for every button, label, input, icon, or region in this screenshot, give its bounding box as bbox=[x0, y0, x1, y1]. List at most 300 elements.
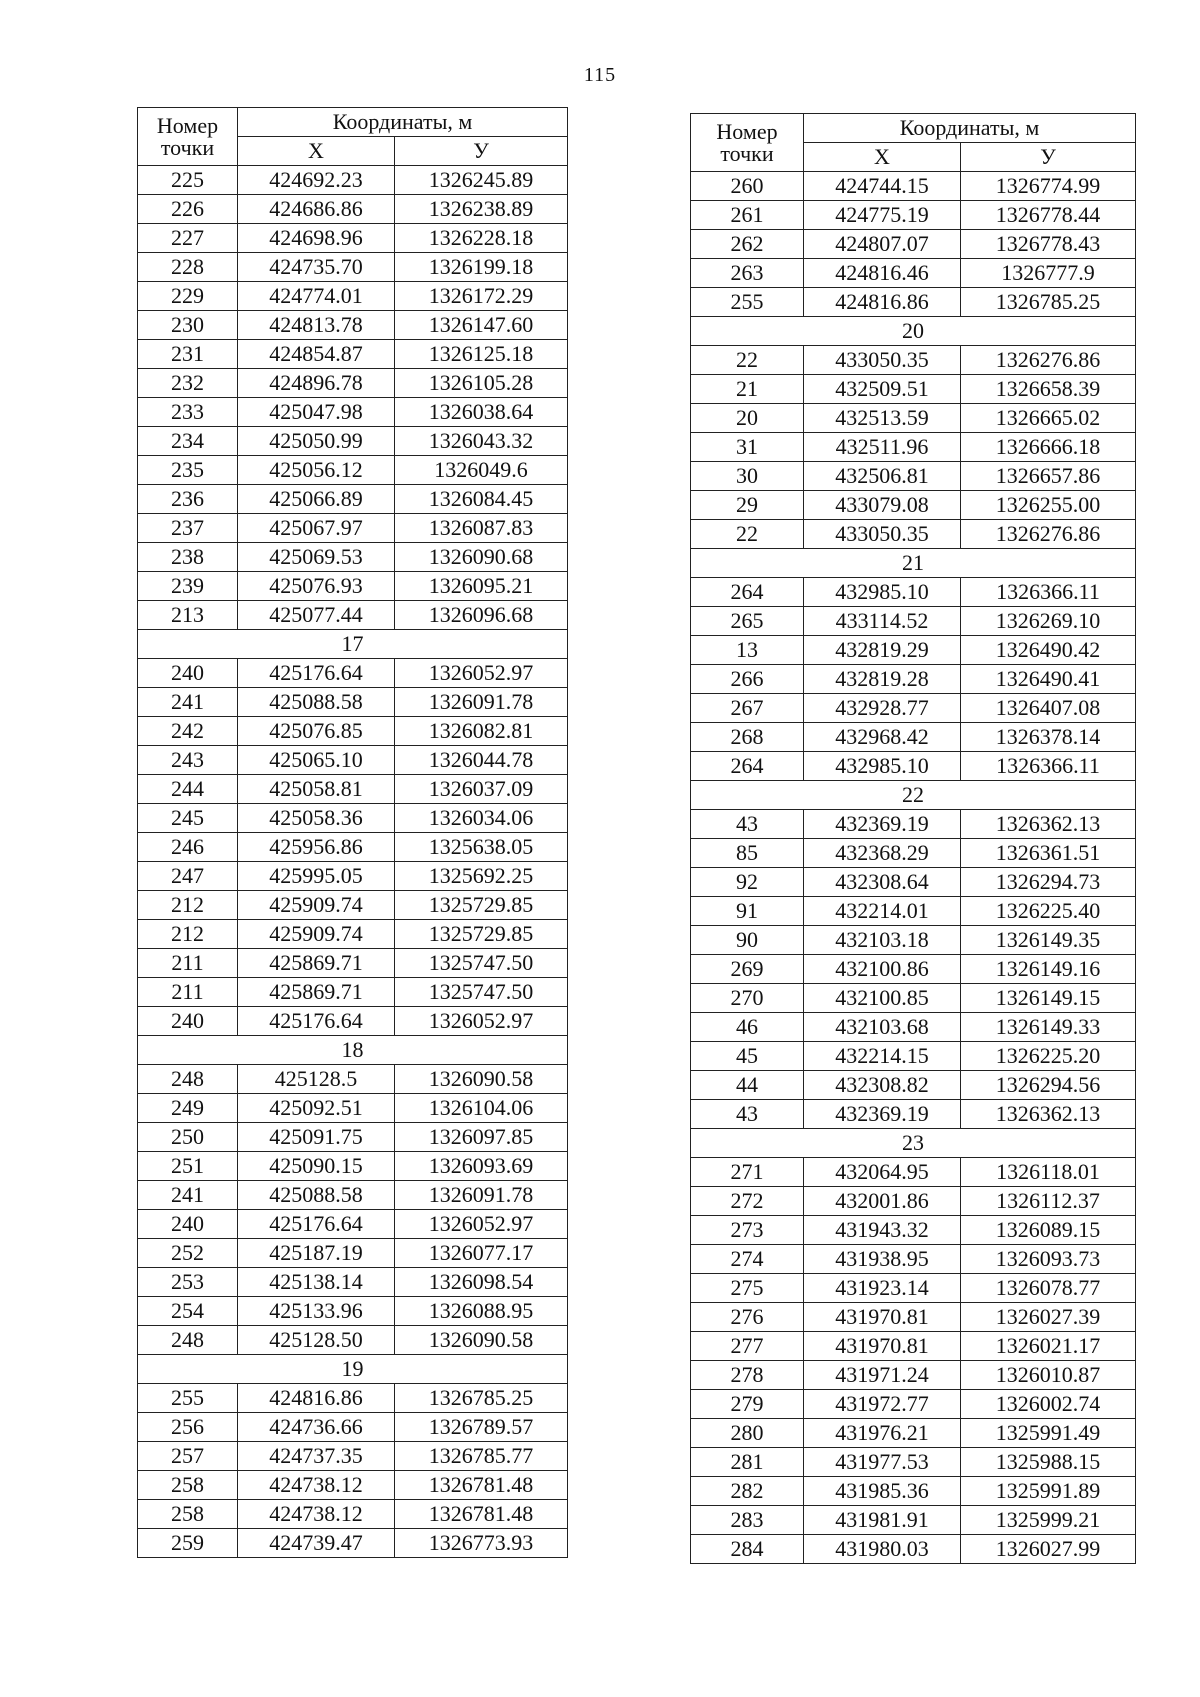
table-row bbox=[138, 949, 568, 978]
y-coordinate-cell: 1326407.08 bbox=[961, 694, 1136, 723]
point-number-cell: 22 bbox=[691, 346, 804, 375]
table-row bbox=[138, 1210, 568, 1239]
x-coordinate-cell: 431923.14 bbox=[804, 1274, 961, 1303]
x-coordinate-cell: 432819.28 bbox=[804, 665, 961, 694]
point-number-cell: 248 bbox=[138, 1065, 238, 1094]
x-coordinate-cell: 431972.77 bbox=[804, 1390, 961, 1419]
point-number-cell: 21 bbox=[691, 375, 804, 404]
table-row bbox=[138, 891, 568, 920]
table-row bbox=[138, 398, 568, 427]
y-coordinate-cell: 1326027.99 bbox=[961, 1535, 1136, 1564]
table-row bbox=[691, 1332, 1136, 1361]
point-number-cell: 31 bbox=[691, 433, 804, 462]
table-row bbox=[691, 1100, 1136, 1129]
point-number-cell: 254 bbox=[138, 1297, 238, 1326]
point-number-cell: 212 bbox=[138, 891, 238, 920]
table-row bbox=[138, 833, 568, 862]
point-number-cell: 249 bbox=[138, 1094, 238, 1123]
x-coordinate-cell: 425869.71 bbox=[238, 978, 395, 1007]
table-row bbox=[138, 282, 568, 311]
y-coordinate-cell: 1326090.58 bbox=[395, 1065, 568, 1094]
y-coordinate-cell: 1326044.78 bbox=[395, 746, 568, 775]
table-row bbox=[138, 311, 568, 340]
point-number-cell: 91 bbox=[691, 897, 804, 926]
point-number-cell: 273 bbox=[691, 1216, 804, 1245]
y-coordinate-cell: 1326002.74 bbox=[961, 1390, 1136, 1419]
point-number-cell: 238 bbox=[138, 543, 238, 572]
y-coordinate-cell: 1326147.60 bbox=[395, 311, 568, 340]
point-number-cell: 230 bbox=[138, 311, 238, 340]
y-coordinate-cell: 1326037.09 bbox=[395, 775, 568, 804]
y-header: У bbox=[961, 143, 1136, 172]
y-coordinate-cell: 1326255.00 bbox=[961, 491, 1136, 520]
point-number-cell: 234 bbox=[138, 427, 238, 456]
x-coordinate-cell: 432103.68 bbox=[804, 1013, 961, 1042]
y-coordinate-cell: 1326112.37 bbox=[961, 1187, 1136, 1216]
y-coordinate-cell: 1326778.44 bbox=[961, 201, 1136, 230]
x-coordinate-cell: 424698.96 bbox=[238, 224, 395, 253]
point-number-cell: 263 bbox=[691, 259, 804, 288]
section-row bbox=[691, 317, 1136, 346]
point-number-cell: 255 bbox=[691, 288, 804, 317]
x-coordinate-cell: 424737.35 bbox=[238, 1442, 395, 1471]
table-row bbox=[691, 1042, 1136, 1071]
point-number-cell: 282 bbox=[691, 1477, 804, 1506]
point-number-cell: 252 bbox=[138, 1239, 238, 1268]
y-coordinate-cell: 1326490.41 bbox=[961, 665, 1136, 694]
y-coordinate-cell: 1326084.45 bbox=[395, 485, 568, 514]
x-coordinate-cell: 431980.03 bbox=[804, 1535, 961, 1564]
x-coordinate-cell: 432511.96 bbox=[804, 433, 961, 462]
y-coordinate-cell: 1326052.97 bbox=[395, 1007, 568, 1036]
x-coordinate-cell: 425995.05 bbox=[238, 862, 395, 891]
x-coordinate-cell: 432100.85 bbox=[804, 984, 961, 1013]
y-coordinate-cell: 1326199.18 bbox=[395, 253, 568, 282]
table-row bbox=[138, 775, 568, 804]
point-number-cell: 270 bbox=[691, 984, 804, 1013]
y-coordinate-cell: 1326090.68 bbox=[395, 543, 568, 572]
table-row bbox=[691, 520, 1136, 549]
point-number-cell: 258 bbox=[138, 1500, 238, 1529]
y-coordinate-cell: 1326082.81 bbox=[395, 717, 568, 746]
point-number-cell: 280 bbox=[691, 1419, 804, 1448]
x-coordinate-cell: 424896.78 bbox=[238, 369, 395, 398]
point-number-cell: 46 bbox=[691, 1013, 804, 1042]
x-coordinate-cell: 424816.86 bbox=[804, 288, 961, 317]
table-row bbox=[138, 1326, 568, 1355]
x-coordinate-cell: 424735.70 bbox=[238, 253, 395, 282]
x-coordinate-cell: 425076.85 bbox=[238, 717, 395, 746]
table-row bbox=[138, 659, 568, 688]
table-row bbox=[138, 456, 568, 485]
y-coordinate-cell: 1326052.97 bbox=[395, 659, 568, 688]
section-number: 19 bbox=[138, 1355, 568, 1384]
table-row bbox=[691, 955, 1136, 984]
y-coordinate-cell: 1326378.14 bbox=[961, 723, 1136, 752]
y-coordinate-cell: 1326225.20 bbox=[961, 1042, 1136, 1071]
table-row bbox=[691, 926, 1136, 955]
x-coordinate-cell: 424692.23 bbox=[238, 166, 395, 195]
section-row bbox=[138, 630, 568, 659]
y-coordinate-cell: 1326097.85 bbox=[395, 1123, 568, 1152]
point-number-cell: 212 bbox=[138, 920, 238, 949]
y-coordinate-cell: 1326785.77 bbox=[395, 1442, 568, 1471]
point-number-cell: 236 bbox=[138, 485, 238, 514]
point-number-cell: 231 bbox=[138, 340, 238, 369]
y-coordinate-cell: 1326777.9 bbox=[961, 259, 1136, 288]
table-row bbox=[691, 491, 1136, 520]
x-coordinate-cell: 432308.64 bbox=[804, 868, 961, 897]
table-row bbox=[138, 1152, 568, 1181]
table-row bbox=[691, 578, 1136, 607]
point-number-cell: 44 bbox=[691, 1071, 804, 1100]
table-row bbox=[138, 920, 568, 949]
y-header: У bbox=[395, 137, 568, 166]
y-coordinate-cell: 1325747.50 bbox=[395, 978, 568, 1007]
page-number: 115 bbox=[583, 64, 617, 86]
x-coordinate-cell: 431938.95 bbox=[804, 1245, 961, 1274]
point-number-cell: 259 bbox=[138, 1529, 238, 1558]
table-row bbox=[138, 1500, 568, 1529]
x-coordinate-cell: 432103.18 bbox=[804, 926, 961, 955]
point-number-cell: 243 bbox=[138, 746, 238, 775]
point-number-cell: 274 bbox=[691, 1245, 804, 1274]
y-coordinate-cell: 1325729.85 bbox=[395, 891, 568, 920]
x-coordinate-cell: 424807.07 bbox=[804, 230, 961, 259]
y-coordinate-cell: 1326078.77 bbox=[961, 1274, 1136, 1303]
y-coordinate-cell: 1326093.73 bbox=[961, 1245, 1136, 1274]
x-coordinate-cell: 431977.53 bbox=[804, 1448, 961, 1477]
table-row bbox=[691, 723, 1136, 752]
table-row bbox=[691, 984, 1136, 1013]
point-number-cell: 260 bbox=[691, 172, 804, 201]
point-number-cell: 261 bbox=[691, 201, 804, 230]
point-number-cell: 266 bbox=[691, 665, 804, 694]
y-coordinate-cell: 1326149.35 bbox=[961, 926, 1136, 955]
table-row bbox=[691, 230, 1136, 259]
x-coordinate-cell: 424744.15 bbox=[804, 172, 961, 201]
point-number-cell: 253 bbox=[138, 1268, 238, 1297]
y-coordinate-cell: 1325692.25 bbox=[395, 862, 568, 891]
x-coordinate-cell: 432513.59 bbox=[804, 404, 961, 433]
point-number-cell: 245 bbox=[138, 804, 238, 833]
x-coordinate-cell: 425176.64 bbox=[238, 1007, 395, 1036]
x-coordinate-cell: 424775.19 bbox=[804, 201, 961, 230]
point-number-cell: 240 bbox=[138, 659, 238, 688]
point-number-cell: 284 bbox=[691, 1535, 804, 1564]
point-number-cell: 242 bbox=[138, 717, 238, 746]
section-row bbox=[138, 1355, 568, 1384]
x-coordinate-cell: 432368.29 bbox=[804, 839, 961, 868]
y-coordinate-cell: 1326785.25 bbox=[961, 288, 1136, 317]
point-number-cell: 240 bbox=[138, 1210, 238, 1239]
y-coordinate-cell: 1326091.78 bbox=[395, 1181, 568, 1210]
point-number-cell: 269 bbox=[691, 955, 804, 984]
table-row bbox=[691, 665, 1136, 694]
y-coordinate-cell: 1326366.11 bbox=[961, 578, 1136, 607]
y-coordinate-cell: 1326096.68 bbox=[395, 601, 568, 630]
y-coordinate-cell: 1326021.17 bbox=[961, 1332, 1136, 1361]
table-row bbox=[691, 1071, 1136, 1100]
table-row bbox=[138, 1529, 568, 1558]
x-coordinate-cell: 425050.99 bbox=[238, 427, 395, 456]
point-number-cell: 276 bbox=[691, 1303, 804, 1332]
table-row bbox=[691, 433, 1136, 462]
point-number-cell: 227 bbox=[138, 224, 238, 253]
point-number-cell: 268 bbox=[691, 723, 804, 752]
point-number-cell: 258 bbox=[138, 1471, 238, 1500]
y-coordinate-cell: 1326034.06 bbox=[395, 804, 568, 833]
point-number-cell: 255 bbox=[138, 1384, 238, 1413]
section-number: 17 bbox=[138, 630, 568, 659]
table-row bbox=[691, 1013, 1136, 1042]
x-coordinate-cell: 425088.58 bbox=[238, 1181, 395, 1210]
x-coordinate-cell: 433050.35 bbox=[804, 520, 961, 549]
x-coordinate-cell: 431981.91 bbox=[804, 1506, 961, 1535]
point-number-cell: 30 bbox=[691, 462, 804, 491]
table-row bbox=[138, 978, 568, 1007]
table-row bbox=[138, 195, 568, 224]
y-coordinate-cell: 1325729.85 bbox=[395, 920, 568, 949]
point-number-cell: 244 bbox=[138, 775, 238, 804]
y-coordinate-cell: 1326362.13 bbox=[961, 1100, 1136, 1129]
x-coordinate-cell: 432506.81 bbox=[804, 462, 961, 491]
y-coordinate-cell: 1325747.50 bbox=[395, 949, 568, 978]
point-number-cell: 211 bbox=[138, 949, 238, 978]
y-coordinate-cell: 1325638.05 bbox=[395, 833, 568, 862]
table-body-right bbox=[691, 172, 1136, 1564]
point-number-cell: 29 bbox=[691, 491, 804, 520]
y-coordinate-cell: 1326149.33 bbox=[961, 1013, 1136, 1042]
x-coordinate-cell: 431985.36 bbox=[804, 1477, 961, 1506]
point-number-cell: 20 bbox=[691, 404, 804, 433]
table-row bbox=[138, 1442, 568, 1471]
y-coordinate-cell: 1326125.18 bbox=[395, 340, 568, 369]
x-coordinate-cell: 424738.12 bbox=[238, 1500, 395, 1529]
y-coordinate-cell: 1326362.13 bbox=[961, 810, 1136, 839]
x-coordinate-cell: 425091.75 bbox=[238, 1123, 395, 1152]
section-number: 22 bbox=[691, 781, 1136, 810]
point-number-cell: 225 bbox=[138, 166, 238, 195]
point-number-cell: 267 bbox=[691, 694, 804, 723]
point-number-cell: 235 bbox=[138, 456, 238, 485]
point-number-cell: 90 bbox=[691, 926, 804, 955]
y-coordinate-cell: 1326038.64 bbox=[395, 398, 568, 427]
point-number-cell: 256 bbox=[138, 1413, 238, 1442]
table-row bbox=[691, 1448, 1136, 1477]
coordinates-table-left bbox=[137, 107, 568, 1558]
point-number-cell: 22 bbox=[691, 520, 804, 549]
x-coordinate-cell: 432968.42 bbox=[804, 723, 961, 752]
x-coordinate-cell: 424816.86 bbox=[238, 1384, 395, 1413]
y-coordinate-cell: 1326087.83 bbox=[395, 514, 568, 543]
y-coordinate-cell: 1326789.57 bbox=[395, 1413, 568, 1442]
y-coordinate-cell: 1326010.87 bbox=[961, 1361, 1136, 1390]
table-row bbox=[691, 1303, 1136, 1332]
table-row bbox=[691, 694, 1136, 723]
x-coordinate-cell: 425058.81 bbox=[238, 775, 395, 804]
x-coordinate-cell: 431970.81 bbox=[804, 1332, 961, 1361]
section-number: 20 bbox=[691, 317, 1136, 346]
table-body-left bbox=[138, 166, 568, 1558]
table-row bbox=[691, 375, 1136, 404]
y-coordinate-cell: 1326093.69 bbox=[395, 1152, 568, 1181]
table-row bbox=[138, 601, 568, 630]
table-row bbox=[138, 1239, 568, 1268]
point-number-cell: 233 bbox=[138, 398, 238, 427]
y-coordinate-cell: 1326090.58 bbox=[395, 1326, 568, 1355]
point-number-cell: 279 bbox=[691, 1390, 804, 1419]
x-coordinate-cell: 425076.93 bbox=[238, 572, 395, 601]
y-coordinate-cell: 1326490.42 bbox=[961, 636, 1136, 665]
table-row bbox=[138, 1065, 568, 1094]
x-coordinate-cell: 425056.12 bbox=[238, 456, 395, 485]
table-row bbox=[138, 1471, 568, 1500]
x-coordinate-cell: 432985.10 bbox=[804, 578, 961, 607]
point-number-cell: 92 bbox=[691, 868, 804, 897]
y-coordinate-cell: 1326149.15 bbox=[961, 984, 1136, 1013]
table-row bbox=[138, 543, 568, 572]
table-row bbox=[691, 839, 1136, 868]
table-row bbox=[691, 1187, 1136, 1216]
y-coordinate-cell: 1326098.54 bbox=[395, 1268, 568, 1297]
table-row bbox=[691, 1245, 1136, 1274]
x-coordinate-cell: 432214.15 bbox=[804, 1042, 961, 1071]
y-coordinate-cell: 1326027.39 bbox=[961, 1303, 1136, 1332]
point-number-header-line2: точки bbox=[720, 140, 774, 166]
table-row bbox=[691, 1216, 1136, 1245]
y-coordinate-cell: 1326088.95 bbox=[395, 1297, 568, 1326]
x-coordinate-cell: 432001.86 bbox=[804, 1187, 961, 1216]
point-number-cell: 277 bbox=[691, 1332, 804, 1361]
y-coordinate-cell: 1326172.29 bbox=[395, 282, 568, 311]
x-coordinate-cell: 432100.86 bbox=[804, 955, 961, 984]
point-number-cell: 211 bbox=[138, 978, 238, 1007]
x-coordinate-cell: 432369.19 bbox=[804, 1100, 961, 1129]
y-coordinate-cell: 1326049.6 bbox=[395, 456, 568, 485]
y-coordinate-cell: 1326238.89 bbox=[395, 195, 568, 224]
table-row bbox=[138, 688, 568, 717]
y-coordinate-cell: 1326269.10 bbox=[961, 607, 1136, 636]
x-coordinate-cell: 425090.15 bbox=[238, 1152, 395, 1181]
coordinates-header: Координаты, м bbox=[238, 108, 568, 137]
point-number-cell: 43 bbox=[691, 1100, 804, 1129]
point-number-cell: 213 bbox=[138, 601, 238, 630]
y-coordinate-cell: 1326774.99 bbox=[961, 172, 1136, 201]
point-number-cell: 240 bbox=[138, 1007, 238, 1036]
y-coordinate-cell: 1326294.56 bbox=[961, 1071, 1136, 1100]
point-number-cell: 85 bbox=[691, 839, 804, 868]
section-number: 21 bbox=[691, 549, 1136, 578]
x-coordinate-cell: 425066.89 bbox=[238, 485, 395, 514]
table-row bbox=[691, 404, 1136, 433]
y-coordinate-cell: 1326105.28 bbox=[395, 369, 568, 398]
point-number-cell: 241 bbox=[138, 688, 238, 717]
x-coordinate-cell: 424813.78 bbox=[238, 311, 395, 340]
table-row bbox=[138, 1094, 568, 1123]
table-row bbox=[691, 288, 1136, 317]
y-coordinate-cell: 1326658.39 bbox=[961, 375, 1136, 404]
table-row bbox=[138, 746, 568, 775]
point-number-cell: 43 bbox=[691, 810, 804, 839]
x-coordinate-cell: 432509.51 bbox=[804, 375, 961, 404]
x-coordinate-cell: 433079.08 bbox=[804, 491, 961, 520]
x-coordinate-cell: 425092.51 bbox=[238, 1094, 395, 1123]
table-row bbox=[691, 259, 1136, 288]
x-coordinate-cell: 425128.50 bbox=[238, 1326, 395, 1355]
point-number-cell: 281 bbox=[691, 1448, 804, 1477]
y-coordinate-cell: 1326245.89 bbox=[395, 166, 568, 195]
x-coordinate-cell: 431976.21 bbox=[804, 1419, 961, 1448]
table-row bbox=[138, 1384, 568, 1413]
x-coordinate-cell: 425956.86 bbox=[238, 833, 395, 862]
coordinates-header: Координаты, м bbox=[804, 114, 1136, 143]
x-coordinate-cell: 425069.53 bbox=[238, 543, 395, 572]
table-row bbox=[691, 1477, 1136, 1506]
x-header: X bbox=[238, 137, 395, 166]
point-number-header bbox=[691, 114, 804, 172]
point-number-cell: 264 bbox=[691, 578, 804, 607]
table-row bbox=[138, 340, 568, 369]
table-row bbox=[691, 172, 1136, 201]
point-number-cell: 250 bbox=[138, 1123, 238, 1152]
x-coordinate-cell: 432928.77 bbox=[804, 694, 961, 723]
x-coordinate-cell: 425138.14 bbox=[238, 1268, 395, 1297]
point-number-cell: 264 bbox=[691, 752, 804, 781]
point-number-cell: 246 bbox=[138, 833, 238, 862]
table-row bbox=[138, 514, 568, 543]
table-row bbox=[691, 346, 1136, 375]
section-row bbox=[691, 781, 1136, 810]
x-coordinate-cell: 432064.95 bbox=[804, 1158, 961, 1187]
table-row bbox=[138, 1181, 568, 1210]
x-coordinate-cell: 425047.98 bbox=[238, 398, 395, 427]
table-row bbox=[138, 1123, 568, 1152]
table-row bbox=[691, 897, 1136, 926]
x-coordinate-cell: 425133.96 bbox=[238, 1297, 395, 1326]
section-number: 18 bbox=[138, 1036, 568, 1065]
y-coordinate-cell: 1326091.78 bbox=[395, 688, 568, 717]
x-coordinate-cell: 425909.74 bbox=[238, 891, 395, 920]
y-coordinate-cell: 1326773.93 bbox=[395, 1529, 568, 1558]
point-number-cell: 271 bbox=[691, 1158, 804, 1187]
x-coordinate-cell: 424739.47 bbox=[238, 1529, 395, 1558]
x-coordinate-cell: 424816.46 bbox=[804, 259, 961, 288]
point-number-cell: 237 bbox=[138, 514, 238, 543]
point-number-cell: 251 bbox=[138, 1152, 238, 1181]
table-row bbox=[138, 1413, 568, 1442]
y-coordinate-cell: 1325988.15 bbox=[961, 1448, 1136, 1477]
table-row bbox=[138, 1268, 568, 1297]
table-row bbox=[691, 462, 1136, 491]
coordinates-table-right bbox=[690, 113, 1136, 1564]
table-row bbox=[138, 1007, 568, 1036]
y-coordinate-cell: 1326657.86 bbox=[961, 462, 1136, 491]
point-number-cell: 262 bbox=[691, 230, 804, 259]
table-row bbox=[691, 636, 1136, 665]
x-coordinate-cell: 425176.64 bbox=[238, 1210, 395, 1239]
table-row bbox=[691, 1419, 1136, 1448]
y-coordinate-cell: 1326104.06 bbox=[395, 1094, 568, 1123]
point-number-header-line2: точки bbox=[160, 134, 215, 160]
table-row bbox=[138, 717, 568, 746]
y-coordinate-cell: 1326043.32 bbox=[395, 427, 568, 456]
x-coordinate-cell: 425187.19 bbox=[238, 1239, 395, 1268]
table-row bbox=[138, 166, 568, 195]
point-number-cell: 232 bbox=[138, 369, 238, 398]
point-number-cell: 226 bbox=[138, 195, 238, 224]
y-coordinate-cell: 1326118.01 bbox=[961, 1158, 1136, 1187]
